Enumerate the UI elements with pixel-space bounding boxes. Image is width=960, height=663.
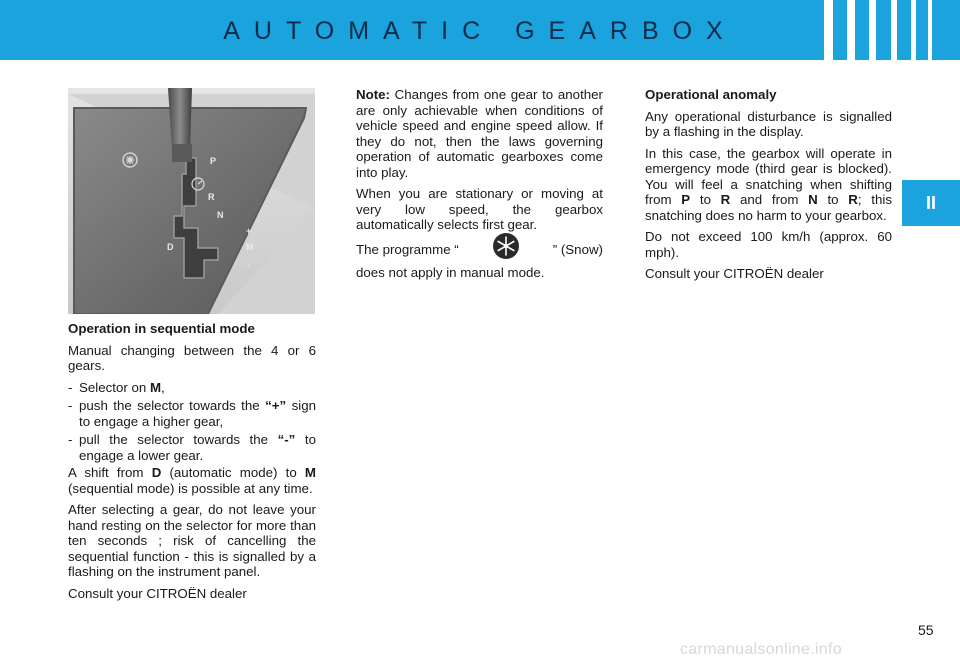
gear-selector-photo [68, 88, 315, 314]
note-paragraph: Note: Changes from one gear to another are only achievable when conditions of vehicle speed and engine speed allow. If they do not, then the laws governing operation of automatic gearboxes come into play. [356, 87, 603, 180]
paragraph: When you are stationary or moving at very low speed, the gearbox automatically selects first gear. [356, 186, 603, 232]
programme-line: The programme “ ” (Snow) [356, 239, 603, 261]
page-header [0, 0, 960, 60]
gate-label-r: R [208, 192, 215, 202]
gate-label-d: D [167, 242, 174, 252]
column-sequential-mode [68, 321, 316, 607]
gate-label-p: P [210, 156, 217, 166]
paragraph: Consult your CITROËN dealer [68, 585, 247, 601]
list-item: - push the selector towards the “+” sign to engage a higher gear, [68, 398, 316, 429]
gate-label-m: M [246, 242, 254, 252]
paragraph: Manual changing between the 4 or 6 gears. [68, 342, 316, 373]
list-item: - Selector on M, [68, 379, 165, 395]
paragraph: In this case, the gearbox will operate in emergency mode (third gear is blocked). You will feel a snatching when shifting from P to R and from N to R; this snatching does no harm to your gearbox. [645, 145, 892, 223]
paragraph: After selecting a gear, do not leave your hand resting on the selector for more than ten seconds ; risk of cancelling the sequential function - this is signalled by a flashing on the instrument panel. [68, 502, 316, 579]
page-number: 55 [918, 622, 934, 638]
watermark: carmanualsonline.info [680, 641, 842, 658]
paragraph: Any operational disturbance is signalled by a flashing in the display. [645, 108, 892, 139]
snow-programme-icon [492, 232, 520, 260]
column-note [356, 87, 603, 286]
chapter-tab: II [902, 180, 960, 226]
gate-label-minus: - [247, 260, 250, 270]
gate-label-plus: + [246, 226, 252, 236]
paragraph: Consult your CITROËN dealer [645, 266, 824, 281]
list-item: - pull the selector towards the “-” to engage a lower gear. [68, 432, 316, 463]
section-heading: Operation in sequential mode [68, 321, 255, 336]
section-heading: Operational anomaly [645, 87, 777, 102]
column-operational-anomaly [645, 87, 892, 288]
gate-label-n: N [217, 210, 224, 220]
page-title: AUTOMATIC GEARBOX [223, 17, 737, 45]
paragraph: A shift from D (automatic mode) to M (sequential mode) is possible at any time. [68, 465, 316, 496]
paragraph: does not apply in manual mode. [356, 264, 545, 280]
paragraph: Do not exceed 100 km/h (approx. 60 mph). [645, 229, 892, 260]
